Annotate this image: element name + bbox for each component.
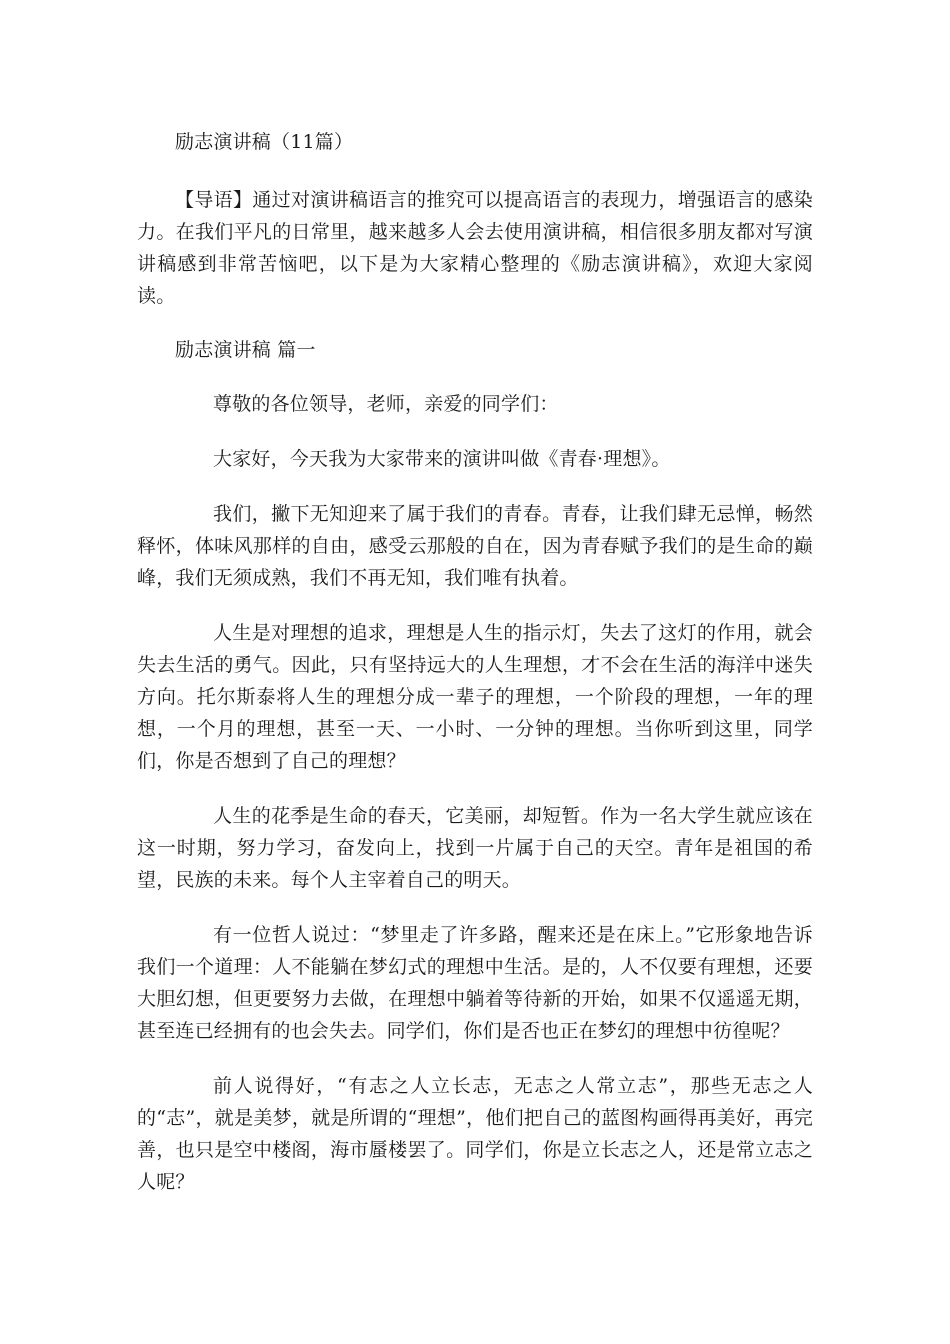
document-page bbox=[137, 126, 813, 1221]
body-paragraph: 人生是对理想的追求，理想是人生的指示灯，失去了这灯的作用，就会失去生活的勇气。因此，只有坚持远大的人生理想，才不会在生活的海洋中迷失方向。托尔斯泰将人生的理想分成一辈子的理想，一个阶段的理想，一年的理想，一个月的理想，甚至一天、一小时、一分钟的理想。当你听到这里，同学们，你是否想到了自己的理想？ bbox=[137, 622, 813, 772]
document-title: 励志演讲稿（11篇） bbox=[175, 131, 354, 153]
section-heading: 励志演讲稿 篇一 bbox=[175, 339, 316, 361]
greeting-paragraph: 尊敬的各位领导，老师，亲爱的同学们： bbox=[213, 393, 559, 415]
body-paragraph: 有一位哲人说过：“梦里走了许多路，醒来还是在床上。”它形象地告诉我们一个道理：人不能躺在梦幻式的理想中生活。是的，人不仅要有理想，还要大胆幻想，但更要努力去做，在理想中躺着等待新的开始，如果不仅遥遥无期，甚至连已经拥有的也会失去。同学们，你们是否也正在梦幻的理想中彷徨呢？ bbox=[137, 924, 813, 1042]
body-paragraph: 前人说得好，“有志之人立长志，无志之人常立志”，那些无志之人的“志”，就是美梦，就是所谓的“理想”，他们把自己的蓝图构画得再美好，再完善，也只是空中楼阁，海市蜃楼罢了。同学们，你是立长志之人，还是常立志之人呢？ bbox=[137, 1075, 813, 1193]
body-paragraph: 人生的花季是生命的春天，它美丽，却短暂。作为一名大学生就应该在这一时期，努力学习，奋发向上，找到一片属于自己的天空。青年是祖国的希望，民族的未来。每个人主宰着自己的明天。 bbox=[137, 805, 813, 891]
opening-paragraph: 大家好，今天我为大家带来的演讲叫做《青春·理想》。 bbox=[213, 448, 671, 470]
intro-paragraph: 【导语】通过对演讲稿语言的推究可以提高语言的表现力，增强语言的感染力。在我们平凡的日常里，越来越多人会去使用演讲稿，相信很多朋友都对写演讲稿感到非常苦恼吧，以下是为大家精心整理的《励志演讲稿》，欢迎大家阅读。 bbox=[137, 189, 813, 307]
body-paragraph: 我们，撇下无知迎来了属于我们的青春。青春，让我们肆无忌惮，畅然释怀，体味风那样的自由，感受云那般的自在，因为青春赋予我们的是生命的巅峰，我们无须成熟，我们不再无知，我们唯有执着。 bbox=[137, 503, 813, 589]
